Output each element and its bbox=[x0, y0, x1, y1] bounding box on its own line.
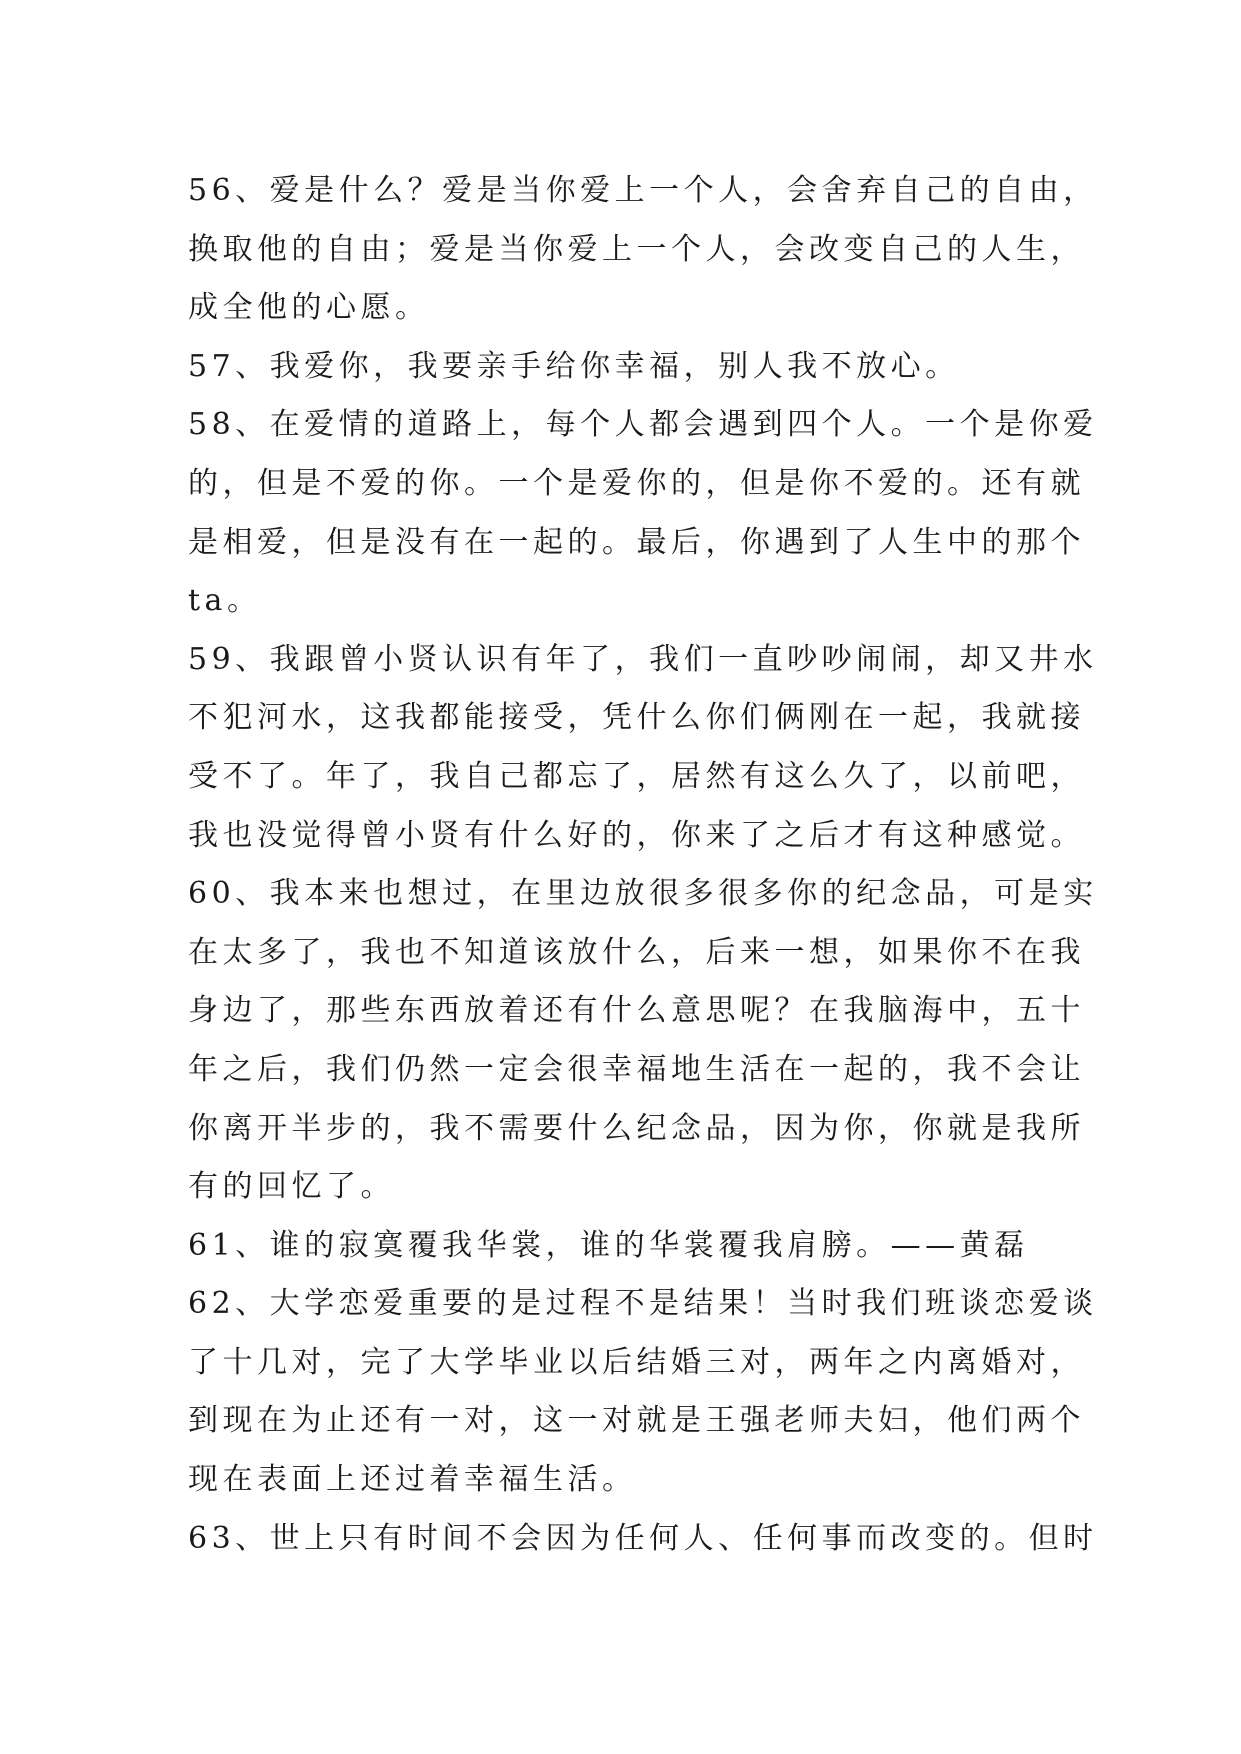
text-line: ta。 bbox=[188, 583, 262, 619]
text-line: 成全他的心愿。 bbox=[188, 290, 430, 326]
text-line: 了十几对，完了大学毕业以后结婚三对，两年之内离婚对， bbox=[188, 1344, 1085, 1380]
text-line: 年之后，我们仍然一定会很幸福地生活在一起的，我不会让 bbox=[188, 1051, 1085, 1087]
text-line: 我也没觉得曾小贤有什么好的，你来了之后才有这种感觉。 bbox=[188, 817, 1085, 853]
text-line: 换取他的自由；爱是当你爱上一个人，会改变自己的人生， bbox=[188, 231, 1085, 267]
text-line: 是相爱，但是没有在一起的。最后，你遇到了人生中的那个 bbox=[188, 524, 1085, 560]
text-line: 57、我爱你，我要亲手给你幸福，别人我不放心。 bbox=[188, 348, 960, 384]
text-line: 到现在为止还有一对，这一对就是王强老师夫妇，他们两个 bbox=[188, 1403, 1085, 1439]
text-line: 现在表面上还过着幸福生活。 bbox=[188, 1462, 637, 1498]
text-line: 61、谁的寂寞覆我华裳，谁的华裳覆我肩膀。——黄磊 bbox=[188, 1227, 1029, 1263]
text-line: 受不了。年了，我自己都忘了，居然有这么久了，以前吧， bbox=[188, 758, 1085, 794]
text-line: 58、在爱情的道路上，每个人都会遇到四个人。一个是你爱 bbox=[188, 407, 1098, 443]
text-line: 60、我本来也想过，在里边放很多很多你的纪念品，可是实 bbox=[188, 876, 1098, 912]
text-line: 有的回忆了。 bbox=[188, 1169, 395, 1205]
text-line: 56、爱是什么？爱是当你爱上一个人，会舍弃自己的自由， bbox=[188, 173, 1098, 208]
text-line: 身边了，那些东西放着还有什么意思呢？在我脑海中，五十 bbox=[188, 993, 1085, 1029]
text-line: 62、大学恋爱重要的是过程不是结果！当时我们班谈恋爱谈 bbox=[188, 1286, 1098, 1322]
text-line: 你离开半步的，我不需要什么纪念品，因为你，你就是我所 bbox=[188, 1110, 1085, 1146]
text-line: 59、我跟曾小贤认识有年了，我们一直吵吵闹闹，却又井水 bbox=[188, 641, 1098, 677]
text-line: 的，但是不爱的你。一个是爱你的，但是你不爱的。还有就 bbox=[188, 465, 1085, 501]
text-line: 不犯河水，这我都能接受，凭什么你们俩刚在一起，我就接 bbox=[188, 700, 1085, 736]
text-line: 63、世上只有时间不会因为任何人、任何事而改变的。但时 bbox=[188, 1520, 1098, 1556]
text-line: 在太多了，我也不知道该放什么，后来一想，如果你不在我 bbox=[188, 934, 1085, 970]
document-body bbox=[188, 162, 1098, 1568]
